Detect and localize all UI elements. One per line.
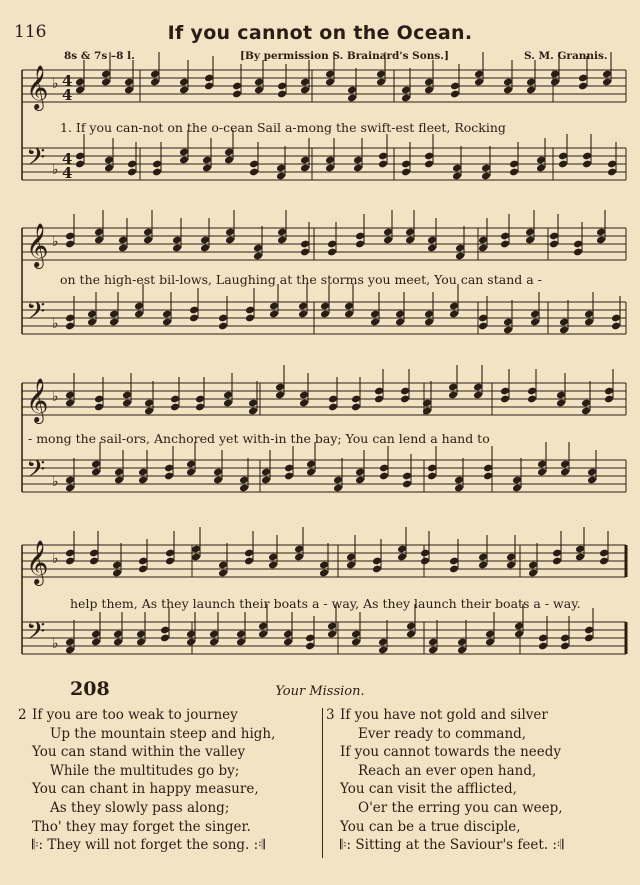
verse-2-line: As they slowly pass along; xyxy=(50,799,230,816)
verse-2 xyxy=(18,706,275,855)
hymn-title: Your Mission. xyxy=(275,684,365,699)
verse-3-line: O'er the erring you can weep, xyxy=(358,799,563,816)
verse-3-line: Ever ready to command, xyxy=(358,725,527,742)
verse-3-line: Reach an ever open hand, xyxy=(358,762,537,779)
verse-2-line: Tho' they may forget the singer. xyxy=(32,818,251,835)
verse-2-line: While the multitudes go by; xyxy=(50,762,240,779)
flat-icon: ♭ xyxy=(52,474,59,490)
bass-clef-icon: 𝄢 xyxy=(26,297,46,332)
lyric-line-4: help them, As they launch their boats a - way, As they launch their boats a - way. xyxy=(70,596,581,611)
lyric-line-3: - mong the sail-ors, Anchored yet with-in the bay; You can lend a hand to xyxy=(28,431,490,446)
flat-icon: ♭ xyxy=(52,162,59,178)
flat-icon: ♭ xyxy=(52,551,59,567)
verse-2-line: You can chant in happy measure, xyxy=(32,781,259,798)
time-signature: 4 xyxy=(62,164,73,182)
verse-2-line: 𝄆: They will not forget the song. :𝄇 xyxy=(32,837,265,854)
flat-icon: ♭ xyxy=(52,316,59,332)
page-number: 116 xyxy=(14,22,47,42)
flat-icon: ♭ xyxy=(52,636,59,652)
verse-3-number: 3 xyxy=(326,707,335,723)
treble-clef-icon: 𝄞 xyxy=(26,223,49,267)
treble-clef-icon: 𝄞 xyxy=(26,378,49,422)
verse-2-line: You can stand within the valley xyxy=(32,744,246,761)
verse-3-line: You can be a true disciple, xyxy=(340,818,521,835)
flat-icon: ♭ xyxy=(52,234,59,250)
lyric-line-1: 1. If you can-not on the o-cean Sail a-mong the swift-est fleet, Rocking xyxy=(60,120,506,135)
verse-3-line: If you cannot towards the needy xyxy=(340,744,562,761)
bass-clef-icon: 𝄢 xyxy=(26,143,46,178)
time-signature: 4 xyxy=(62,86,73,104)
lyric-line-2: on the high-est bil-lows, Laughing at the storms you meet, You can stand a - xyxy=(60,272,542,287)
meter-label: 8s & 7s –8 l. xyxy=(64,50,135,62)
song-title: If you cannot on the Ocean. xyxy=(167,22,473,44)
hymn-number: 208 xyxy=(70,678,110,700)
verse-2-number: 2 xyxy=(18,707,27,723)
bass-clef-icon: 𝄢 xyxy=(26,455,46,490)
composer-label: S. M. Grannis. xyxy=(524,50,608,62)
treble-clef-icon: 𝄞 xyxy=(26,540,49,584)
verse-3-line: You can visit the afflicted, xyxy=(340,781,517,798)
time-signature: 4 xyxy=(62,150,73,168)
time-signature: 4 xyxy=(62,72,73,90)
verse-divider xyxy=(322,708,323,858)
permission-note: [By permission S. Brainard's Sons.] xyxy=(240,50,449,62)
verse-2-line: Up the mountain steep and high, xyxy=(50,725,276,742)
verse-3-line: 𝄆: Sitting at the Saviour's feet. :𝄇 xyxy=(340,837,564,854)
treble-clef-icon: 𝄞 xyxy=(26,65,49,109)
flat-icon: ♭ xyxy=(52,76,59,92)
flat-icon: ♭ xyxy=(52,389,59,405)
bass-clef-icon: 𝄢 xyxy=(26,617,46,652)
verse-2-line: If you are too weak to journey xyxy=(32,707,238,723)
verse-3-line: If you have not gold and silver xyxy=(340,707,548,723)
verse-3 xyxy=(326,706,563,855)
